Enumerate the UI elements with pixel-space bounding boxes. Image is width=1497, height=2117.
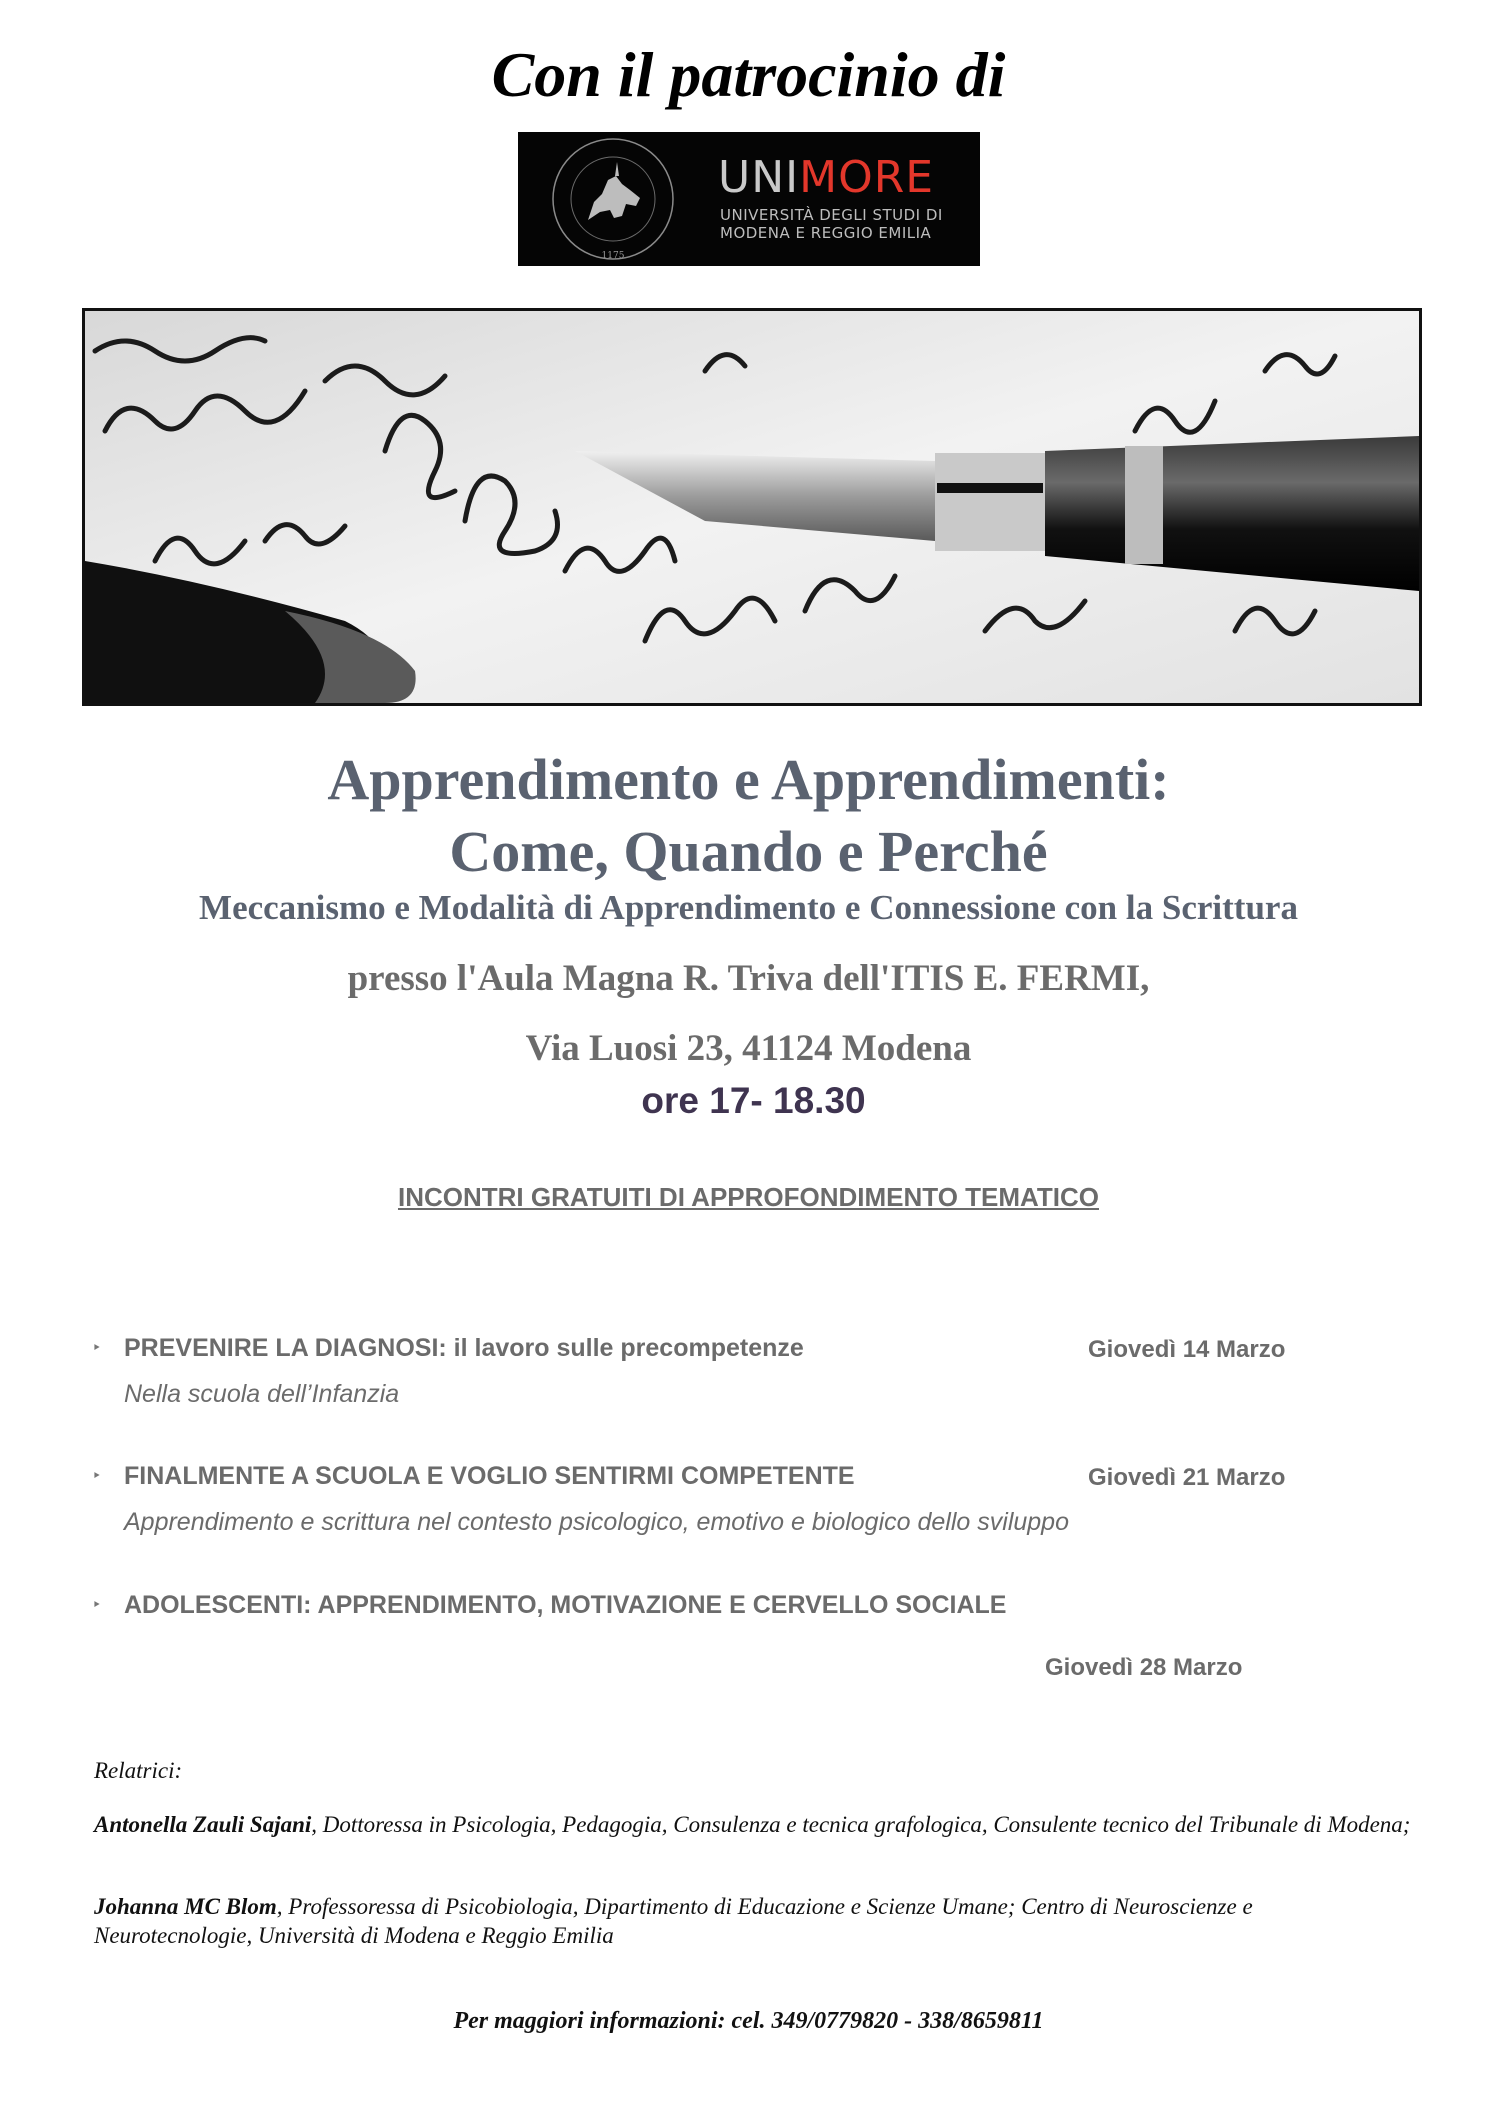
meeting-date: Giovedì 14 Marzo bbox=[1088, 1336, 1286, 1363]
meeting-date: Giovedì 28 Marzo bbox=[1045, 1654, 1243, 1681]
event-subtitle: Meccanismo e Modalità di Apprendimento e Connessione con la Scrittura bbox=[199, 888, 1298, 927]
contact-info: Per maggiori informazioni: cel. 349/0779820 - 338/8659811 bbox=[453, 2008, 1044, 2034]
section-heading: INCONTRI GRATUITI DI APPROFONDIMENTO TEMATICO bbox=[397, 1182, 1099, 1212]
speaker-name: Antonella Zauli Sajani bbox=[94, 1812, 312, 1837]
speaker-description: , Professoressa di Psicobiologia, Dipartimento di Educazione e Scienze Umane; Centro di Neuroscienze e Neurotecnologie, Università di Modena e Reggio Emilia bbox=[94, 1894, 1253, 1948]
speaker-description: , Dottoressa in Psicologia, Pedagogia, Consulenza e tecnica grafologica, Consulente tecnico del Tribunale di Modena; bbox=[311, 1812, 1411, 1837]
bullet-icon: ‣ bbox=[92, 1338, 102, 1357]
speakers-label: Relatrici: bbox=[94, 1758, 183, 1783]
meeting-subtitle: Apprendimento e scrittura nel contesto psicologico, emotivo e biologico dello sviluppo bbox=[124, 1508, 1069, 1536]
bullet-icon: ‣ bbox=[92, 1595, 102, 1614]
event-title-line2: Come, Quando e Perché bbox=[449, 819, 1048, 884]
svg-text:1175: 1175 bbox=[601, 251, 625, 261]
event-time: ore 17- 18.30 bbox=[641, 1080, 866, 1121]
logo-wordmark: UNIMORE bbox=[718, 152, 935, 203]
meeting-title: PREVENIRE LA DIAGNOSI: il lavoro sulle precompetenze bbox=[124, 1334, 804, 1362]
event-address: Via Luosi 23, 41124 Modena bbox=[525, 1028, 972, 1069]
unimore-logo bbox=[518, 132, 980, 266]
meeting-title: FINALMENTE A SCUOLA E VOGLIO SENTIRMI COMPETENTE bbox=[124, 1462, 855, 1490]
logo-subtitle: UNIVERSITÀ DEGLI STUDI DI MODENA E REGGIO EMILIA bbox=[720, 206, 943, 242]
meeting-subtitle: Nella scuola dell’Infanzia bbox=[124, 1380, 400, 1408]
speaker-entry bbox=[94, 1892, 1414, 1950]
fountain-pen-image bbox=[85, 311, 1419, 703]
meeting-title: ADOLESCENTI: APPRENDIMENTO, MOTIVAZIONE E CERVELLO SOCIALE bbox=[124, 1591, 1007, 1619]
bullet-icon: ‣ bbox=[92, 1466, 102, 1485]
event-venue: presso l'Aula Magna R. Triva dell'ITIS E. FERMI, bbox=[347, 958, 1150, 999]
banner-image bbox=[82, 308, 1422, 706]
event-title-line1: Apprendimento e Apprendimenti: bbox=[327, 747, 1170, 812]
meeting-date: Giovedì 21 Marzo bbox=[1088, 1464, 1286, 1491]
patronage-heading: Con il patrocinio di bbox=[491, 39, 1006, 110]
speaker-entry bbox=[94, 1810, 1414, 1839]
speaker-name: Johanna MC Blom bbox=[94, 1894, 277, 1919]
